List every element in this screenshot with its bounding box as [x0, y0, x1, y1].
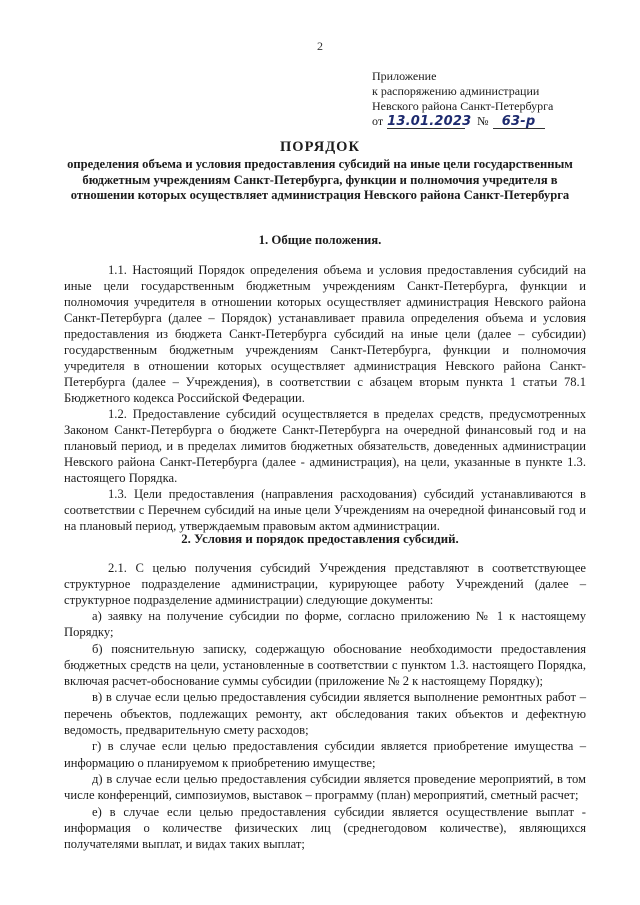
- annex-block: [372, 69, 612, 129]
- list-item-g: г) в случае если целью предоставления субсидии является приобретение имущества – информацию о планируемом к приобретению имуществе;: [64, 739, 586, 770]
- paragraph-1-1: 1.1. Настоящий Порядок определения объема и условия предоставления субсидий на иные цели государственным бюджетным учреждениям Санкт-Петербурга, функции и полномочия учредителя в отношении которых осуществляет администрация Невского района Санкт-Петербурга (далее – Порядок) устанавливает правила определения объема и условия предоставления из бюджета Санкт-Петербурга субсидий на иные цели (далее – субсидии) государственным бюджетным учреждениям Санкт-Петербурга, функции и полномочия учредителя в отношении которых осуществляет администрация Невского района Санкт-Петербурга (далее – Учреждения), в соответствии с абзацем вторым пункта 1 статьи 78.1 Бюджетного кодекса Российской Федерации.: [64, 263, 586, 405]
- annex-line-2: к распоряжению администрации: [372, 84, 540, 98]
- paragraph-2-1: 2.1. С целью получения субсидий Учреждения представляют в соответствующее структурное подразделение администрации, курирующее работу Учреждений (далее – структурное подразделение администрации) следующие документы:: [64, 561, 586, 607]
- number-label: №: [477, 114, 489, 128]
- documents-list: [64, 608, 586, 852]
- list-item-a: а) заявку на получение субсидии по форме, согласно приложению № 1 к настоящему Порядку;: [64, 609, 586, 640]
- document-title: ПОРЯДОК: [280, 139, 360, 155]
- handwritten-date: 13.01.2023: [387, 114, 472, 129]
- from-label: от: [372, 114, 384, 128]
- list-item-e: е) в случае если целью предоставления субсидии является осуществление выплат - информация о количестве физических лиц (среднегодовом количестве), являющихся получателями выплат, и видах таких выплат;: [64, 804, 586, 852]
- document-subtitle: определения объема и условия предоставления субсидий на иные цели государственным бюджетным учреждениям Санкт-Петербурга, функции и полномочия учредителя в отношении которых осуществляет администрация Невского района Санкт-Петербурга: [67, 157, 573, 202]
- annex-line-3: Невского района Санкт-Петербурга: [372, 99, 554, 113]
- list-item-v: в) в случае если целью предоставления субсидии является выполнение ремонтных работ – перечень объектов, подлежащих ремонту, акт обследования таких объектов и дефектную ведомость, предварительную смету расходов;: [64, 690, 586, 738]
- list-item-b: б) пояснительную записку, содержащую обоснование необходимости предоставления бюджетных средств на цели, установленные в соответствии с пунктом 1.3. настоящего Порядка, включая расчет-обоснование суммы субсидии (приложение № 2 к настоящему Порядку);: [64, 641, 586, 689]
- list-item-d: д) в случае если целью предоставления субсидии является проведение мероприятий, в том числе конференций, симпозиумов, выставок – программу (план) мероприятий, сметный расчет;: [64, 771, 586, 803]
- paragraph-1-2: 1.2. Предоставление субсидий осуществляется в пределах средств, предусмотренных Законом Санкт-Петербурга о бюджете Санкт-Петербурга на очередной финансовый год и на плановый период, и в пределах лимитов бюджетных обязательств, доведенных администрации Невского района Санкт-Петербурга (далее - администрация), на цели, указанные в пункте 1.3. настоящего Порядка.: [64, 407, 586, 485]
- section-2-body: [64, 560, 586, 852]
- annex-date-number-row: [372, 114, 612, 129]
- section-1-heading: 1. Общие положения.: [258, 233, 382, 247]
- annex-line-1: Приложение: [372, 69, 437, 83]
- handwritten-number: 63-р: [493, 115, 545, 129]
- page-number: 2: [317, 39, 323, 53]
- paragraph-1-3: 1.3. Цели предоставления (направления расходования) субсидий устанавливаются в соответствии с Перечнем субсидий на иные цели Учреждениям на очередной финансовый год и на плановый период, утверждаемым правовым актом администрации.: [64, 487, 586, 533]
- section-1-body: [64, 262, 586, 534]
- section-2-heading: 2. Условия и порядок предоставления субсидий.: [181, 532, 459, 546]
